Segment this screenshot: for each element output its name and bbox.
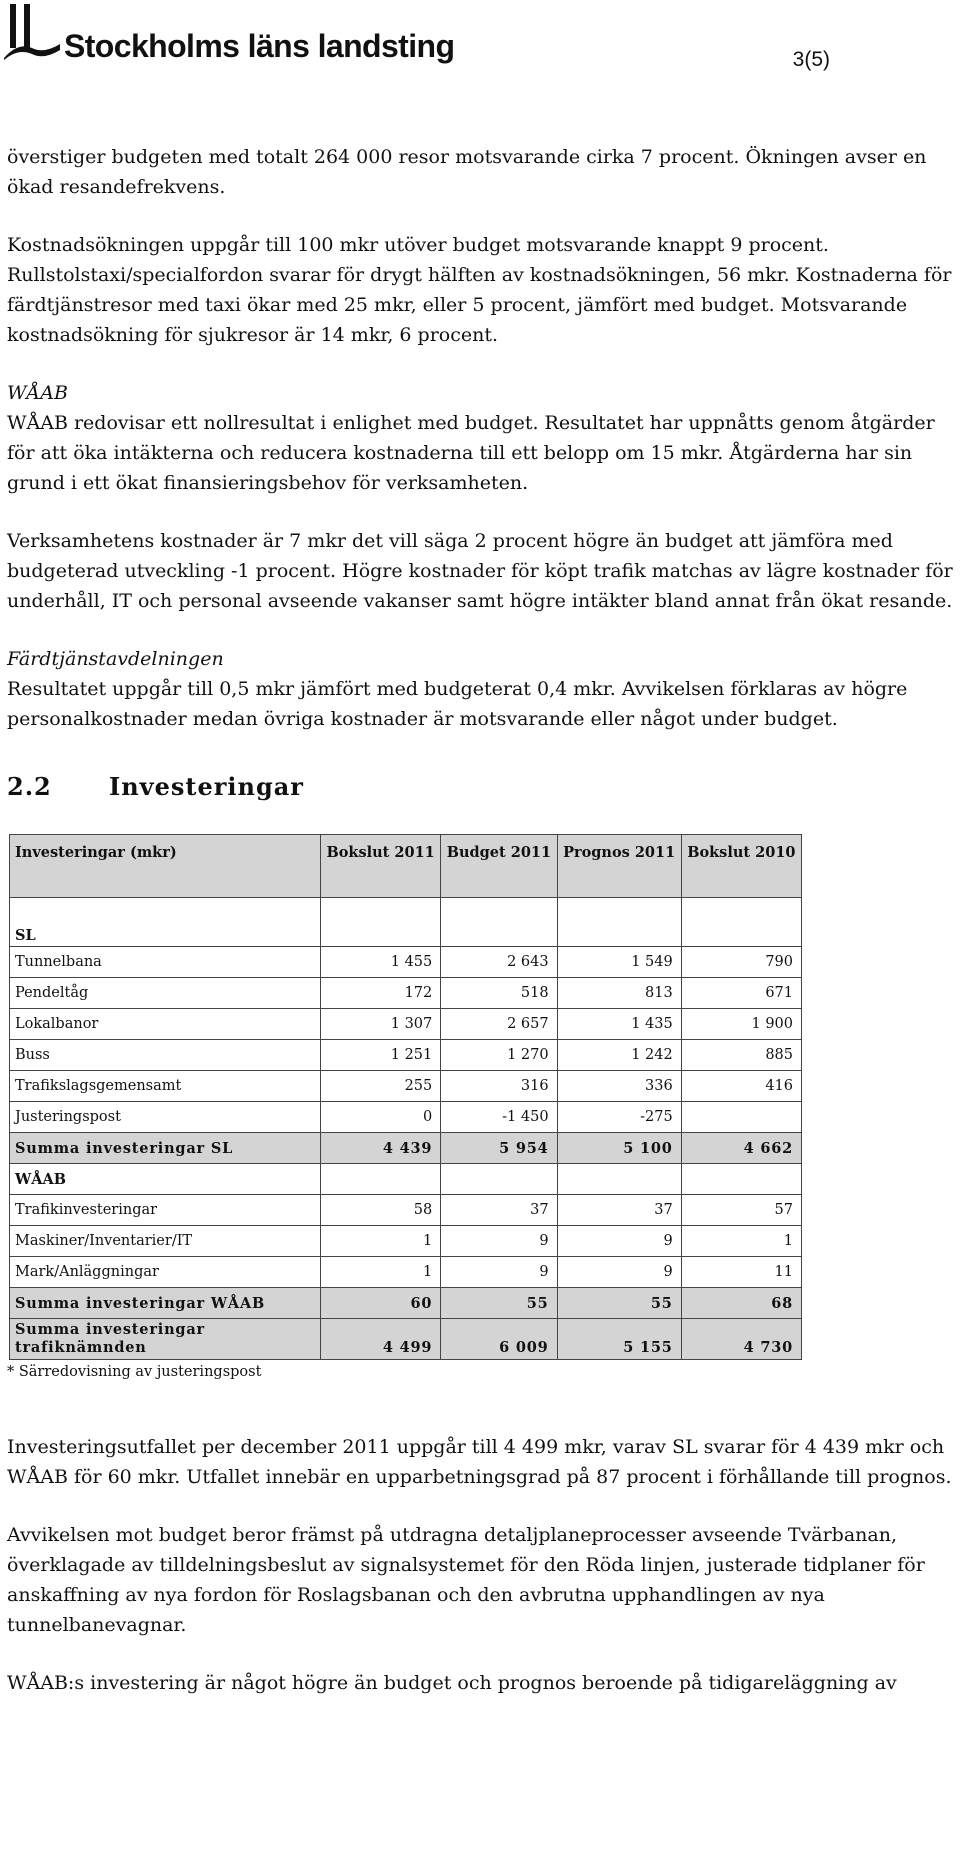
cell-value: 255 xyxy=(321,1071,441,1102)
waab-paragraph-1: WÅAB redovisar ett nollresultat i enlighet med budget. Resultatet har uppnåtts genom åtgärder för att öka intäkterna och reducera kostnaderna till ett belopp om 15 mkr. Åtgärderna har sin grund i ett ökat finansieringsbehov för verksamheten. xyxy=(7,412,935,494)
cell-value: 57 xyxy=(681,1195,801,1226)
sum-row-sl xyxy=(10,1133,802,1164)
cell-value: 6 009 xyxy=(441,1319,557,1360)
row-label: Mark/Anläggningar xyxy=(10,1257,321,1288)
paragraph-top-1: överstiger budgeten med totalt 264 000 resor motsvarande cirka 7 procent. Ökningen avser en ökad resandefrekvens. xyxy=(7,146,927,198)
sum-row-waab xyxy=(10,1288,802,1319)
cell-value: 4 662 xyxy=(681,1133,801,1164)
category-label: SL xyxy=(10,898,321,947)
cell-value: 1 900 xyxy=(681,1009,801,1040)
table-row xyxy=(10,978,802,1009)
cell-value: 37 xyxy=(557,1195,681,1226)
cell-value: 55 xyxy=(441,1288,557,1319)
cell-value: 2 657 xyxy=(441,1009,557,1040)
cell-value: 2 643 xyxy=(441,947,557,978)
row-label: Summa investeringar WÅAB xyxy=(10,1288,321,1319)
cell-value: 4 499 xyxy=(321,1319,441,1360)
table-row xyxy=(10,1226,802,1257)
cell-value: 5 100 xyxy=(557,1133,681,1164)
table-row xyxy=(10,1257,802,1288)
fardtjanst-heading: Färdtjänstavdelningen xyxy=(7,648,224,670)
section-number: 2.2 xyxy=(7,772,52,801)
org-name: Stockholms läns landsting xyxy=(64,28,455,64)
cell-value: 1 549 xyxy=(557,947,681,978)
table-header-row xyxy=(10,835,802,898)
cell-value: 60 xyxy=(321,1288,441,1319)
page-number: 3(5) xyxy=(792,48,830,71)
header-cell: Bokslut 2010 xyxy=(681,835,801,898)
page-header xyxy=(0,0,960,70)
cell-value: 1 435 xyxy=(557,1009,681,1040)
cell-value: 336 xyxy=(557,1071,681,1102)
row-label: Maskiner/Inventarier/IT xyxy=(10,1226,321,1257)
row-label: Pendeltåg xyxy=(10,978,321,1009)
cell-value: 1 xyxy=(321,1257,441,1288)
header-cell: Bokslut 2011 xyxy=(321,835,441,898)
cell-value: 0 xyxy=(321,1102,441,1133)
cell-value: 1 xyxy=(321,1226,441,1257)
cell-value: 55 xyxy=(557,1288,681,1319)
cell-value: 5 954 xyxy=(441,1133,557,1164)
cell-value: 172 xyxy=(321,978,441,1009)
table-row xyxy=(10,1164,802,1195)
row-label: Buss xyxy=(10,1040,321,1071)
row-label: Trafikinvesteringar xyxy=(10,1195,321,1226)
paragraph-bottom-2: Avvikelsen mot budget beror främst på utdragna detaljplaneprocesser avseende Tvärbanan, överklagade av tilldelningsbeslut av signalsystemet för den Röda linjen, justerade tidplaner för anskaffning av nya fordon för Roslagsbanan och den avbrutna upphandlingen av nya tunnelbanevagnar. xyxy=(7,1524,925,1636)
table-row xyxy=(10,1009,802,1040)
cell-value: 518 xyxy=(441,978,557,1009)
cell-value: 316 xyxy=(441,1071,557,1102)
cell-value: 9 xyxy=(441,1226,557,1257)
cell-value: 1 xyxy=(681,1226,801,1257)
row-label: Justeringspost xyxy=(10,1102,321,1133)
cell-value: 416 xyxy=(681,1071,801,1102)
cell-value: 37 xyxy=(441,1195,557,1226)
row-label xyxy=(10,1319,321,1360)
cell-value: 1 455 xyxy=(321,947,441,978)
paragraph-bottom-3: WÅAB:s investering är något högre än budget och prognos beroende på tidigareläggning av xyxy=(7,1672,897,1694)
cell-value: 1 251 xyxy=(321,1040,441,1071)
sll-logo-icon xyxy=(4,4,62,60)
cell-value: 9 xyxy=(441,1257,557,1288)
table-row xyxy=(10,1071,802,1102)
cell-value: 68 xyxy=(681,1288,801,1319)
cell-value: 5 155 xyxy=(557,1319,681,1360)
waab-paragraph-2: Verksamhetens kostnader är 7 mkr det vill säga 2 procent högre än budget att jämföra med budgeterad utveckling -1 procent. Högre kostnader för köpt trafik matchas av lägre kostnader för underhåll, IT och personal avseende vakanser samt högre intäkter bland annat från ökat resande. xyxy=(7,530,953,612)
table-row xyxy=(10,947,802,978)
cell-value: 11 xyxy=(681,1257,801,1288)
row-label: Summa investeringar SL xyxy=(10,1133,321,1164)
investment-table xyxy=(9,834,802,1360)
grand-sum-label-1: Summa investeringar xyxy=(15,1321,205,1338)
paragraph-bottom-1: Investeringsutfallet per december 2011 uppgår till 4 499 mkr, varav SL svarar för 4 439 mkr och WÅAB för 60 mkr. Utfallet innebär en upparbetningsgrad på 87 procent i förhållande till prognos. xyxy=(7,1436,952,1488)
cell-value: 790 xyxy=(681,947,801,978)
row-label: Tunnelbana xyxy=(10,947,321,978)
cell-value: 9 xyxy=(557,1226,681,1257)
header-cell: Budget 2011 xyxy=(441,835,557,898)
table-row xyxy=(10,1040,802,1071)
cell-value: 4 439 xyxy=(321,1133,441,1164)
paragraph-top-2: Kostnadsökningen uppgår till 100 mkr utöver budget motsvarande knappt 9 procent. Rullstolstaxi/specialfordon svarar för drygt hälften av kostnadsökningen, 56 mkr. Kostnaderna för färdtjänstresor med taxi ökar med 25 mkr, eller 5 procent, jämfört med budget. Motsvarande kostnadsökning för sjukresor är 14 mkr, 6 procent. xyxy=(7,234,952,346)
cell-value: 1 242 xyxy=(557,1040,681,1071)
fardtjanst-paragraph: Resultatet uppgår till 0,5 mkr jämfört med budgeterat 0,4 mkr. Avvikelsen förklaras av högre personalkostnader medan övriga kostnader är motsvarande eller något under budget. xyxy=(7,678,908,730)
table-footnote: * Särredovisning av justeringspost xyxy=(7,1364,262,1380)
header-cell: Prognos 2011 xyxy=(557,835,681,898)
cell-value xyxy=(681,1102,801,1133)
cell-value: -1 450 xyxy=(441,1102,557,1133)
category-label: WÅAB xyxy=(10,1164,321,1195)
cell-value: 813 xyxy=(557,978,681,1009)
cell-value: 671 xyxy=(681,978,801,1009)
grand-sum-label-2: trafiknämnden xyxy=(15,1339,147,1356)
cell-value: 885 xyxy=(681,1040,801,1071)
cell-value: 58 xyxy=(321,1195,441,1226)
cell-value: 4 730 xyxy=(681,1319,801,1360)
cell-value: 1 307 xyxy=(321,1009,441,1040)
section-title: Investeringar xyxy=(109,772,304,801)
grand-sum-row xyxy=(10,1319,802,1360)
table-row xyxy=(10,1195,802,1226)
table-row xyxy=(10,1102,802,1133)
cell-value: 1 270 xyxy=(441,1040,557,1071)
waab-heading: WÅAB xyxy=(7,382,68,404)
section-heading xyxy=(7,772,957,802)
document-body xyxy=(7,142,957,1698)
row-label: Lokalbanor xyxy=(10,1009,321,1040)
table-row xyxy=(10,898,802,947)
row-label: Trafikslagsgemensamt xyxy=(10,1071,321,1102)
cell-value: -275 xyxy=(557,1102,681,1133)
cell-value: 9 xyxy=(557,1257,681,1288)
header-cell: Investeringar (mkr) xyxy=(10,835,321,898)
